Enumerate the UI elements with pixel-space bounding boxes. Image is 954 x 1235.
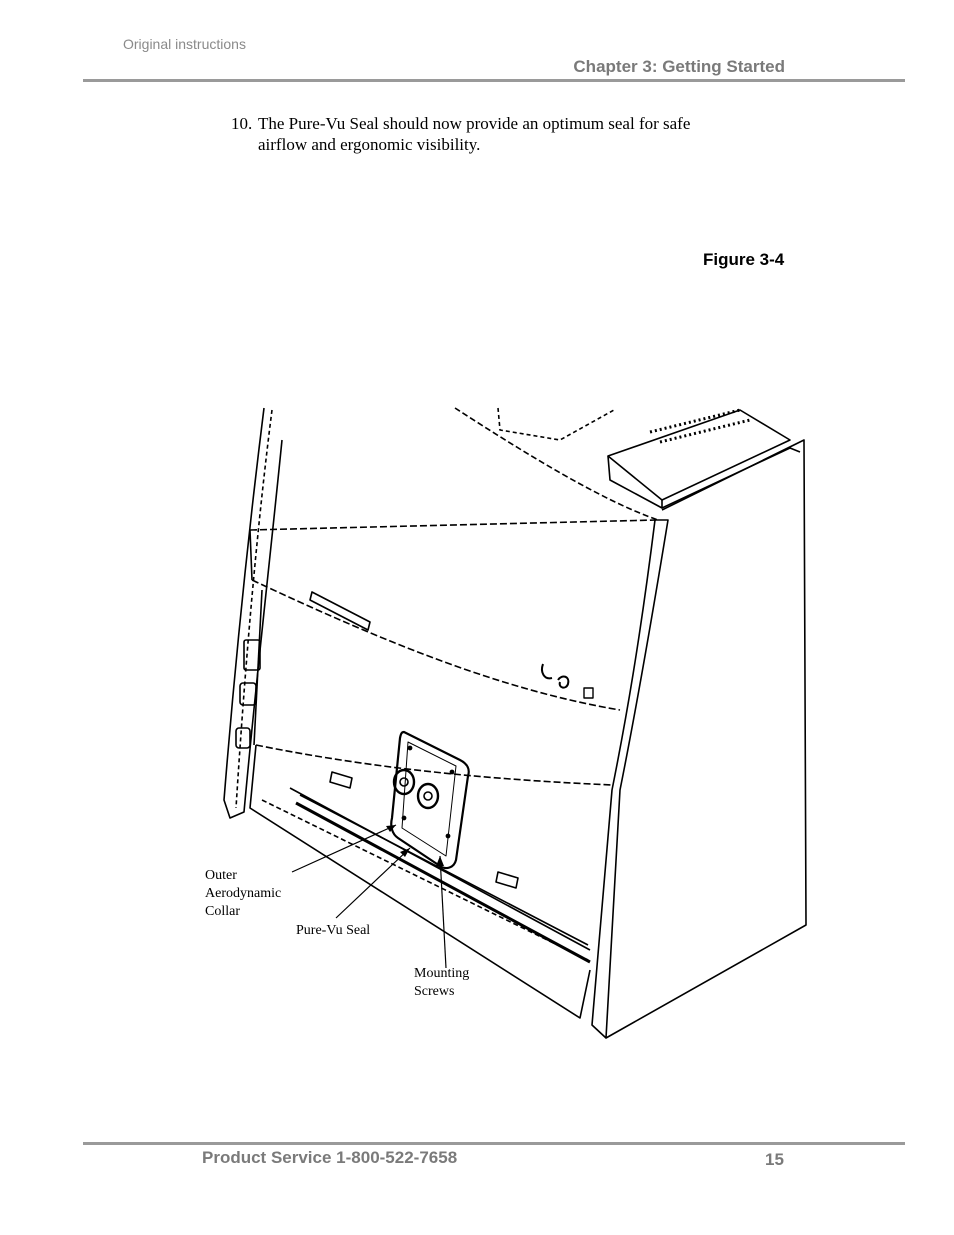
footer-divider — [83, 1142, 905, 1145]
callout-collar-line1: Outer — [205, 868, 237, 883]
callout-collar-line3: Collar — [205, 904, 240, 919]
callout-mounting-screws — [414, 965, 469, 1001]
callout-screws-line1: Mounting — [414, 966, 470, 981]
callout-pure-vu-seal: Pure-Vu Seal — [296, 923, 371, 938]
step-number: 10. — [231, 114, 253, 133]
header-divider — [83, 79, 905, 82]
chapter-title: Chapter 3: Getting Started — [573, 57, 785, 76]
product-service-phone: Product Service 1-800-522-7658 — [202, 1148, 458, 1167]
instruction-step — [231, 113, 791, 155]
step-text-line1: The Pure-Vu Seal should now provide an optimum seal for safe — [258, 114, 691, 133]
page-number: 15 — [765, 1150, 784, 1169]
step-text-line2: airflow and ergonomic visibility. — [258, 135, 481, 154]
header-note: Original instructions — [123, 36, 246, 52]
callout-screws-line2: Screws — [414, 984, 455, 999]
figure-title: Figure 3-4 — [703, 250, 785, 269]
callout-outer-collar — [205, 867, 281, 921]
callout-collar-line2: Aerodynamic — [205, 886, 282, 901]
cabinet-illustration — [190, 400, 830, 1050]
